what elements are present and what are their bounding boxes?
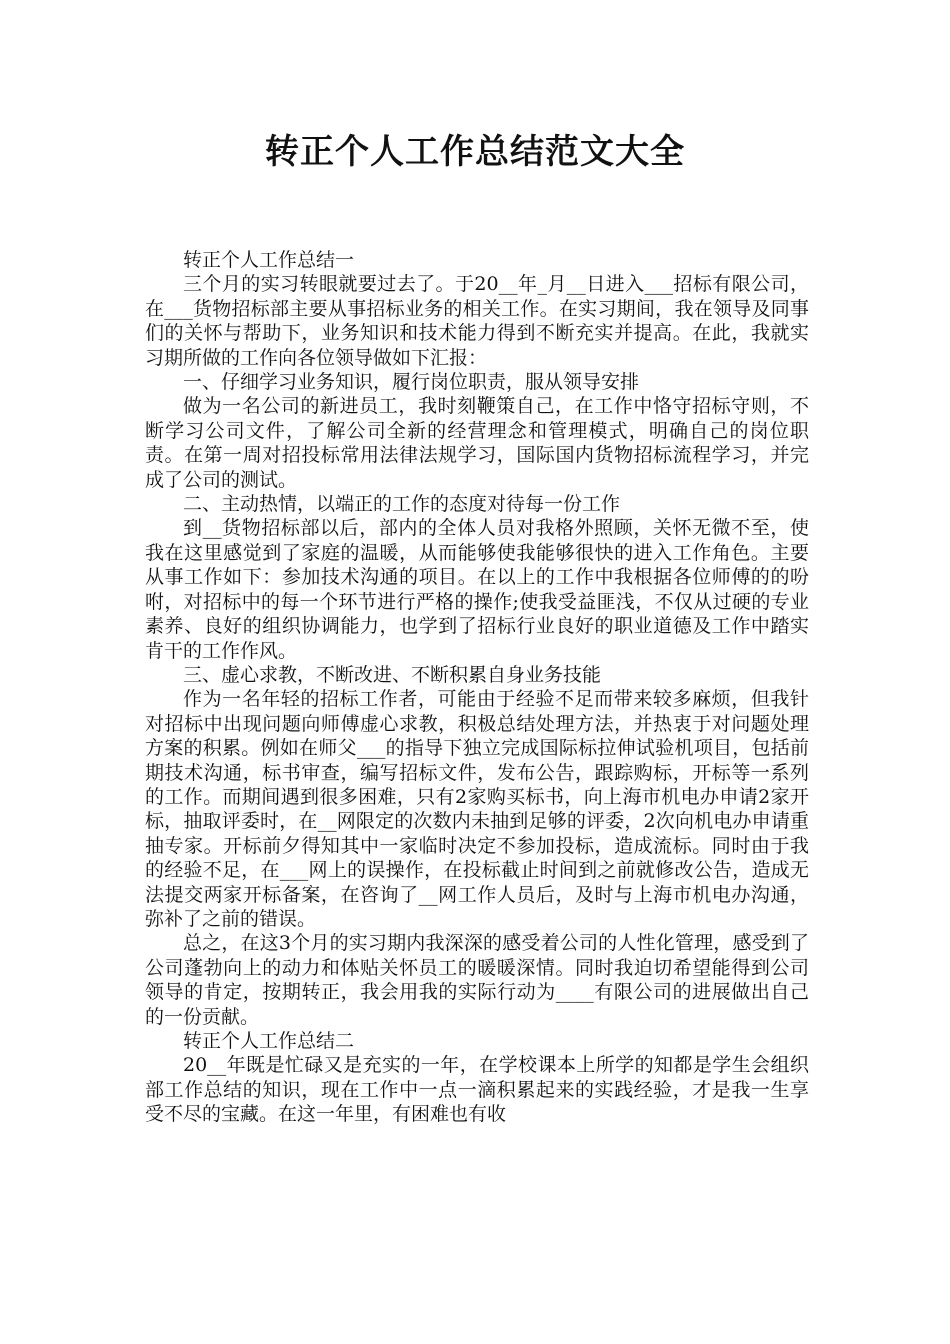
body-paragraph: 做为一名公司的新进员工，我时刻鞭策自己，在工作中恪守招标守则，不断学习公司文件，了解公司全新的经营理念和管理模式，明确自己的岗位职责。在第一周对招投标常用法律法规学习，国际国内货物招标流程学习，并完成了公司的测试。 (145, 395, 809, 491)
subsection-heading-two: 二、主动热情，以端正的工作的态度对待每一份工作 (183, 493, 621, 516)
body-paragraph: 作为一名年轻的招标工作者，可能由于经验不足而带来较多麻烦，但我针对招标中出现问题向师傅虚心求教，积极总结处理方法，并热衷于对问题处理方案的积累。例如在师父___的指导下独立完成国际标拉伸试验机项目，包括前期技术沟通，标书审查，编写招标文件，发布公告，跟踪购标，开标等一系列的工作。而期间遇到很多困难，只有2家购买标书，向上海市机电办申请2家开标，抽取评委时，在__网限定的次数内未抽到足够的评委，2次向机电办申请重抽专家。开标前夕得知其中一家临时决定不参加投标，造成流标。同时由于我的经验不足，在___网上的误操作，在投标截止时间到之前就修改公告，造成无法提交两家开标备案，在咨询了__网工作人员后，及时与上海市机电办沟通，弥补了之前的错误。 (145, 688, 809, 930)
document-body (145, 248, 809, 1127)
subsection-heading-one: 一、仔细学习业务知识，履行岗位职责，服从领导安排 (183, 371, 640, 394)
section-heading-summary-one: 转正个人工作总结一 (183, 249, 355, 271)
body-paragraph: 到__货物招标部以后，部内的全体人员对我格外照顾，关怀无微不至，使我在这里感觉到了家庭的温暖，从而能够使我能够很快的进入工作角色。主要从事工作如下：参加技术沟通的项目。在以上的工作中我根据各位师傅的的吩咐，对招标中的每一个环节进行严格的操作;使我受益匪浅，不仅从过硬的专业素养、良好的组织协调能力，也学到了招标行业良好的职业道德及工作中踏实肯干的工作作风。 (145, 517, 809, 662)
section-heading-summary-two: 转正个人工作总结二 (183, 1030, 355, 1052)
body-paragraph: 三个月的实习转眼就要过去了。于20__年_月__日进入___招标有限公司，在___货物招标部主要从事招标业务的相关工作。在实习期间，我在领导及同事们的关怀与帮助下，业务知识和技术能力得到不断充实并提高。在此，我就实习期所做的工作向各位领导做如下汇报： (145, 273, 809, 369)
document-title: 转正个人工作总结范文大全 (265, 132, 685, 172)
body-paragraph: 总之，在这3个月的实习期内我深深的感受着公司的人性化管理，感受到了公司蓬勃向上的动力和体贴关怀员工的暖暖深情。同时我迫切希望能得到公司领导的肯定，按期转正，我会用我的实际行动为____有限公司的进展做出自己的一份贡献。 (145, 932, 809, 1028)
body-paragraph: 20__年既是忙碌又是充实的一年，在学校课本上所学的知都是学生会组织部工作总结的知识，现在工作中一点一滴积累起来的实践经验，才是我一生享受不尽的宝藏。在这一年里，有困难也有收 (145, 1054, 809, 1126)
subsection-heading-three: 三、虚心求教，不断改进、不断积累自身业务技能 (183, 663, 602, 686)
